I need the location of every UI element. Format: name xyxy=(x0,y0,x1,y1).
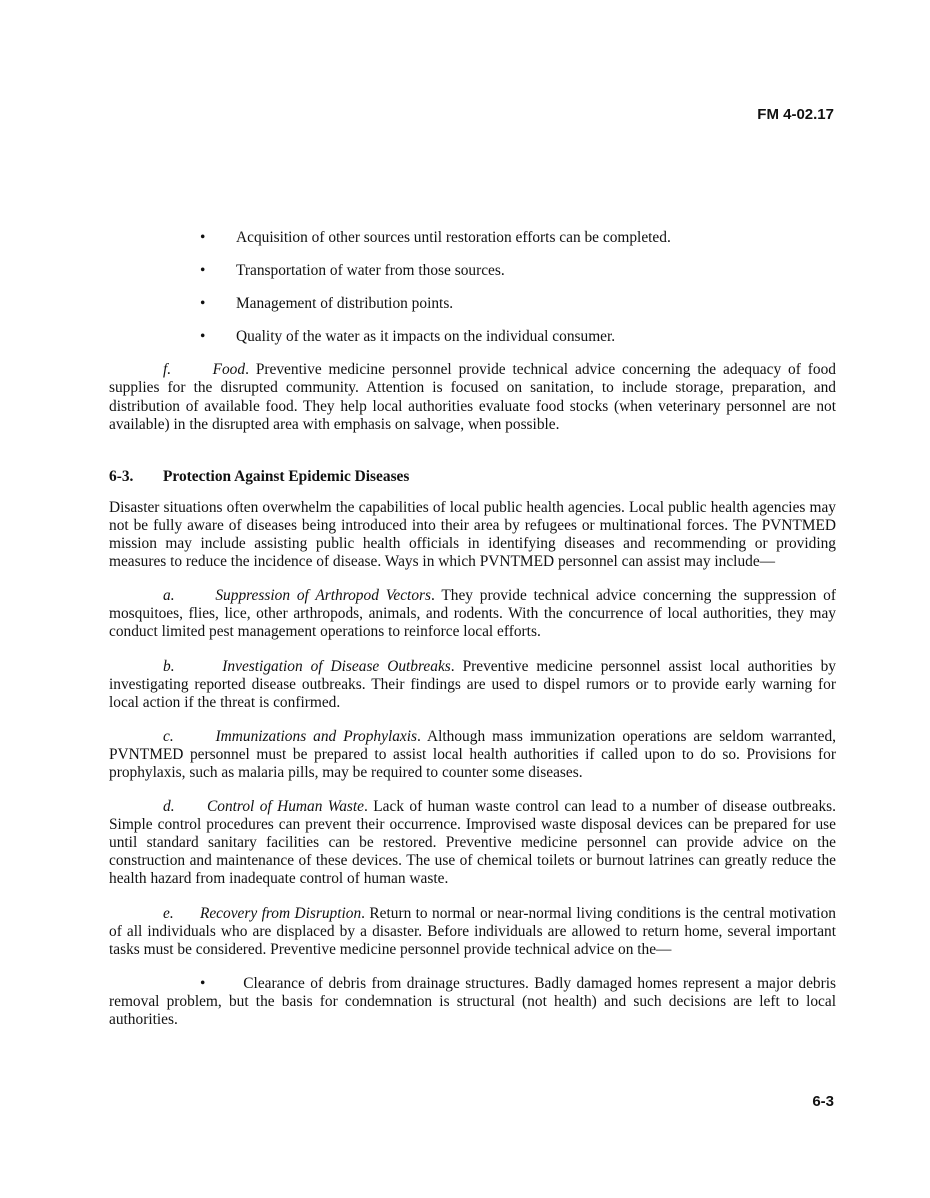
list-item: • Quality of the water as it impacts on the individual consumer. xyxy=(200,328,616,346)
list-item: • Management of distribution points. xyxy=(200,295,454,313)
bullet-icon: • xyxy=(200,295,206,313)
paragraph-item: e. Recovery from Disruption. Return to normal or near-normal living conditions is the central motivation of all individuals who are displaced by a disaster. Before individuals are allowed to return home, several important tasks must be considered. Preventive medicine personnel provide technical advice on the— xyxy=(109,904,836,958)
bullet-icon: • xyxy=(200,328,206,346)
paragraph-title: Control of Human Waste xyxy=(206,798,365,816)
section-title: Protection Against Epidemic Diseases xyxy=(163,467,410,485)
section-intro: Disaster situations often overwhelm the capabilities of local public health agencies. Local public health agencies may not be fully aware of diseases being introduced into their area by refugees or multinational forces. The PVNTMED mission may include assisting public health officials in identifying diseases and recommending or providing measures to reduce the incidence of disease. Ways in which PVNTMED personnel can assist may include— xyxy=(109,498,836,571)
list-item: • Acquisition of other sources until restoration efforts can be completed. xyxy=(200,229,671,246)
section-number: 6-3. xyxy=(109,467,134,485)
bullet-icon: • xyxy=(200,229,206,246)
document-id-header: FM 4-02.17 xyxy=(757,106,834,123)
paragraph-item: c. Immunizations and Prophylaxis. Although mass immunization operations are seldom warranted, PVNTMED personnel must be prepared to assist local health authorities if called upon to do so. Provisions for prophylaxis, such as malaria pills, may be required to counter some diseases. xyxy=(109,727,836,781)
bullet-icon: • xyxy=(200,262,206,280)
bullet-icon: • xyxy=(200,974,206,992)
paragraph-item: d. Control of Human Waste. Lack of human waste control can lead to a number of disease outbreaks. Simple control procedures can prevent their occurrence. Improvised waste disposal devices can be prepared for use until standard sanitary facilities can be restored. Preventive medicine personnel can provide advice on the construction and maintenance of these devices. The use of chemical toilets or burnout latrines can greatly reduce the health hazard from inadequate control of human waste. xyxy=(109,798,836,888)
paragraph-title: Food xyxy=(212,361,246,379)
list-item: • Transportation of water from those sources. xyxy=(200,262,505,280)
paragraph-title: Suppression of Arthropod Vectors xyxy=(215,587,431,605)
paragraph-letter: f. xyxy=(163,361,172,379)
paragraph-title: Immunizations and Prophylaxis xyxy=(215,727,418,745)
paragraph-food xyxy=(109,361,836,433)
paragraph-item: a. Suppression of Arthropod Vectors. They provide technical advice concerning the suppression of mosquitoes, flies, lice, other arthropods, animals, and rodents. With the concurrence of local authorities, they may conduct limited pest management operations to reinforce local efforts. xyxy=(109,587,836,641)
section-heading xyxy=(109,468,836,486)
water-bullet-list xyxy=(109,229,836,346)
paragraph-title: Investigation of Disease Outbreaks xyxy=(222,657,451,675)
paragraph-title: Recovery from Disruption xyxy=(199,904,362,922)
page-number: 6-3 xyxy=(812,1093,834,1110)
page-content xyxy=(109,229,836,1045)
paragraph-item: b. Investigation of Disease Outbreaks. Preventive medicine personnel assist local authorities by investigating reported disease outbreaks. Their findings are used to dispel rumors or to provide early warning for local action if the threat is confirmed. xyxy=(109,657,836,711)
paragraph-text: . Preventive medicine personnel provide technical advice concerning the adequacy of food supplies for the disrupted community. Attention is focused on sanitation, to include storage, preparation, and distribution of available food. They help local authorities evaluate food stocks (when veterinary personnel are not available) in the disrupted area with emphasis on salvage, when possible. xyxy=(109,361,836,433)
final-bullet-paragraph: • Clearance of debris from drainage structures. Badly damaged homes represent a major debris removal problem, but the basis for condemnation is structural (not health) and such decisions are left to local authorities. xyxy=(109,974,836,1028)
